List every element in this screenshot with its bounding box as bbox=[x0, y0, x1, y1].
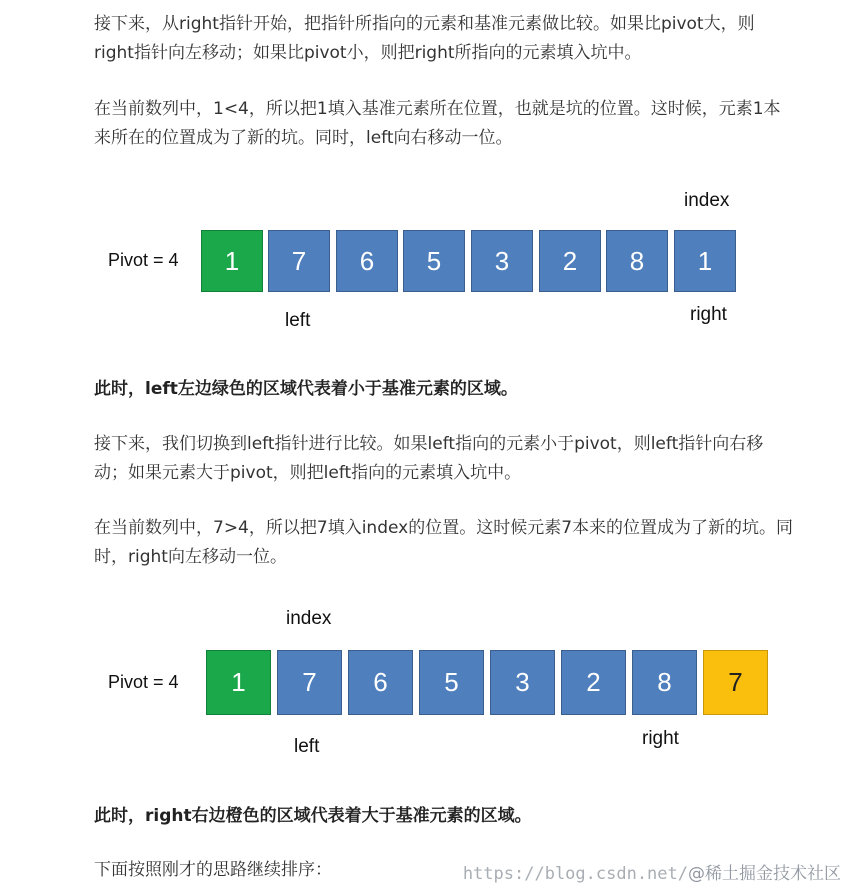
array-cell-2: 6 bbox=[336, 230, 398, 292]
watermark bbox=[463, 859, 841, 884]
right-pointer-label: right bbox=[642, 728, 679, 749]
array-cell-4: 3 bbox=[490, 650, 555, 715]
right-pointer-label: right bbox=[690, 304, 727, 325]
index-pointer-label: index bbox=[286, 608, 332, 629]
array-cell-0: 1 bbox=[201, 230, 263, 292]
paragraph-left-pointer-rule: 接下来，我们切换到left指针进行比较。如果left指向的元素小于pivot，则left指针向右移动；如果元素大于pivot，则把left指向的元素填入坑中。 bbox=[94, 434, 764, 483]
array-cell-2: 6 bbox=[348, 650, 413, 715]
array-cell-5: 2 bbox=[561, 650, 626, 715]
left-pointer-label: left bbox=[285, 310, 311, 331]
watermark-brand: @稀土掘金技术社区 bbox=[688, 864, 841, 884]
array-cell-0: 1 bbox=[206, 650, 271, 715]
array-diagram-step-2 bbox=[0, 600, 849, 770]
array-cell-5: 2 bbox=[539, 230, 601, 292]
pivot-label: Pivot = 4 bbox=[108, 250, 179, 270]
watermark-url: https://blog.csdn.net/ bbox=[462, 864, 688, 884]
array-cell-3: 5 bbox=[419, 650, 484, 715]
paragraph-left-green-region: 此时，left左边绿色的区域代表着小于基准元素的区域。 bbox=[94, 379, 518, 399]
paragraph-fill-pit-1: 在当前数列中，1<4，所以把1填入基准元素所在位置，也就是坑的位置。这时候，元素1本来所在的位置成为了新的坑。同时，left向右移动一位。 bbox=[94, 99, 781, 148]
array-cell-3: 5 bbox=[403, 230, 465, 292]
array-cell-1: 7 bbox=[277, 650, 342, 715]
array-cell-7: 7 bbox=[703, 650, 768, 715]
paragraph-right-pointer-rule: 接下来，从right指针开始，把指针所指向的元素和基准元素做比较。如果比pivot大，则right指针向左移动；如果比pivot小，则把right所指向的元素填入坑中。 bbox=[94, 14, 755, 63]
paragraph-right-orange-region: 此时，right右边橙色的区域代表着大于基准元素的区域。 bbox=[94, 806, 532, 826]
array-cell-1: 7 bbox=[268, 230, 330, 292]
index-pointer-label: index bbox=[684, 190, 730, 211]
paragraph-continue-sorting: 下面按照刚才的思路继续排序： bbox=[94, 860, 332, 880]
array-cell-6: 8 bbox=[606, 230, 668, 292]
array-cell-4: 3 bbox=[471, 230, 533, 292]
left-pointer-label: left bbox=[294, 736, 320, 757]
array-cell-6: 8 bbox=[632, 650, 697, 715]
paragraph-fill-pit-7: 在当前数列中，7>4，所以把7填入index的位置。这时候元素7本来的位置成为了新的坑。同时，right向左移动一位。 bbox=[94, 518, 794, 567]
array-diagram-step-1 bbox=[0, 180, 849, 330]
array-cell-7: 1 bbox=[674, 230, 736, 292]
pivot-label: Pivot = 4 bbox=[108, 672, 179, 692]
